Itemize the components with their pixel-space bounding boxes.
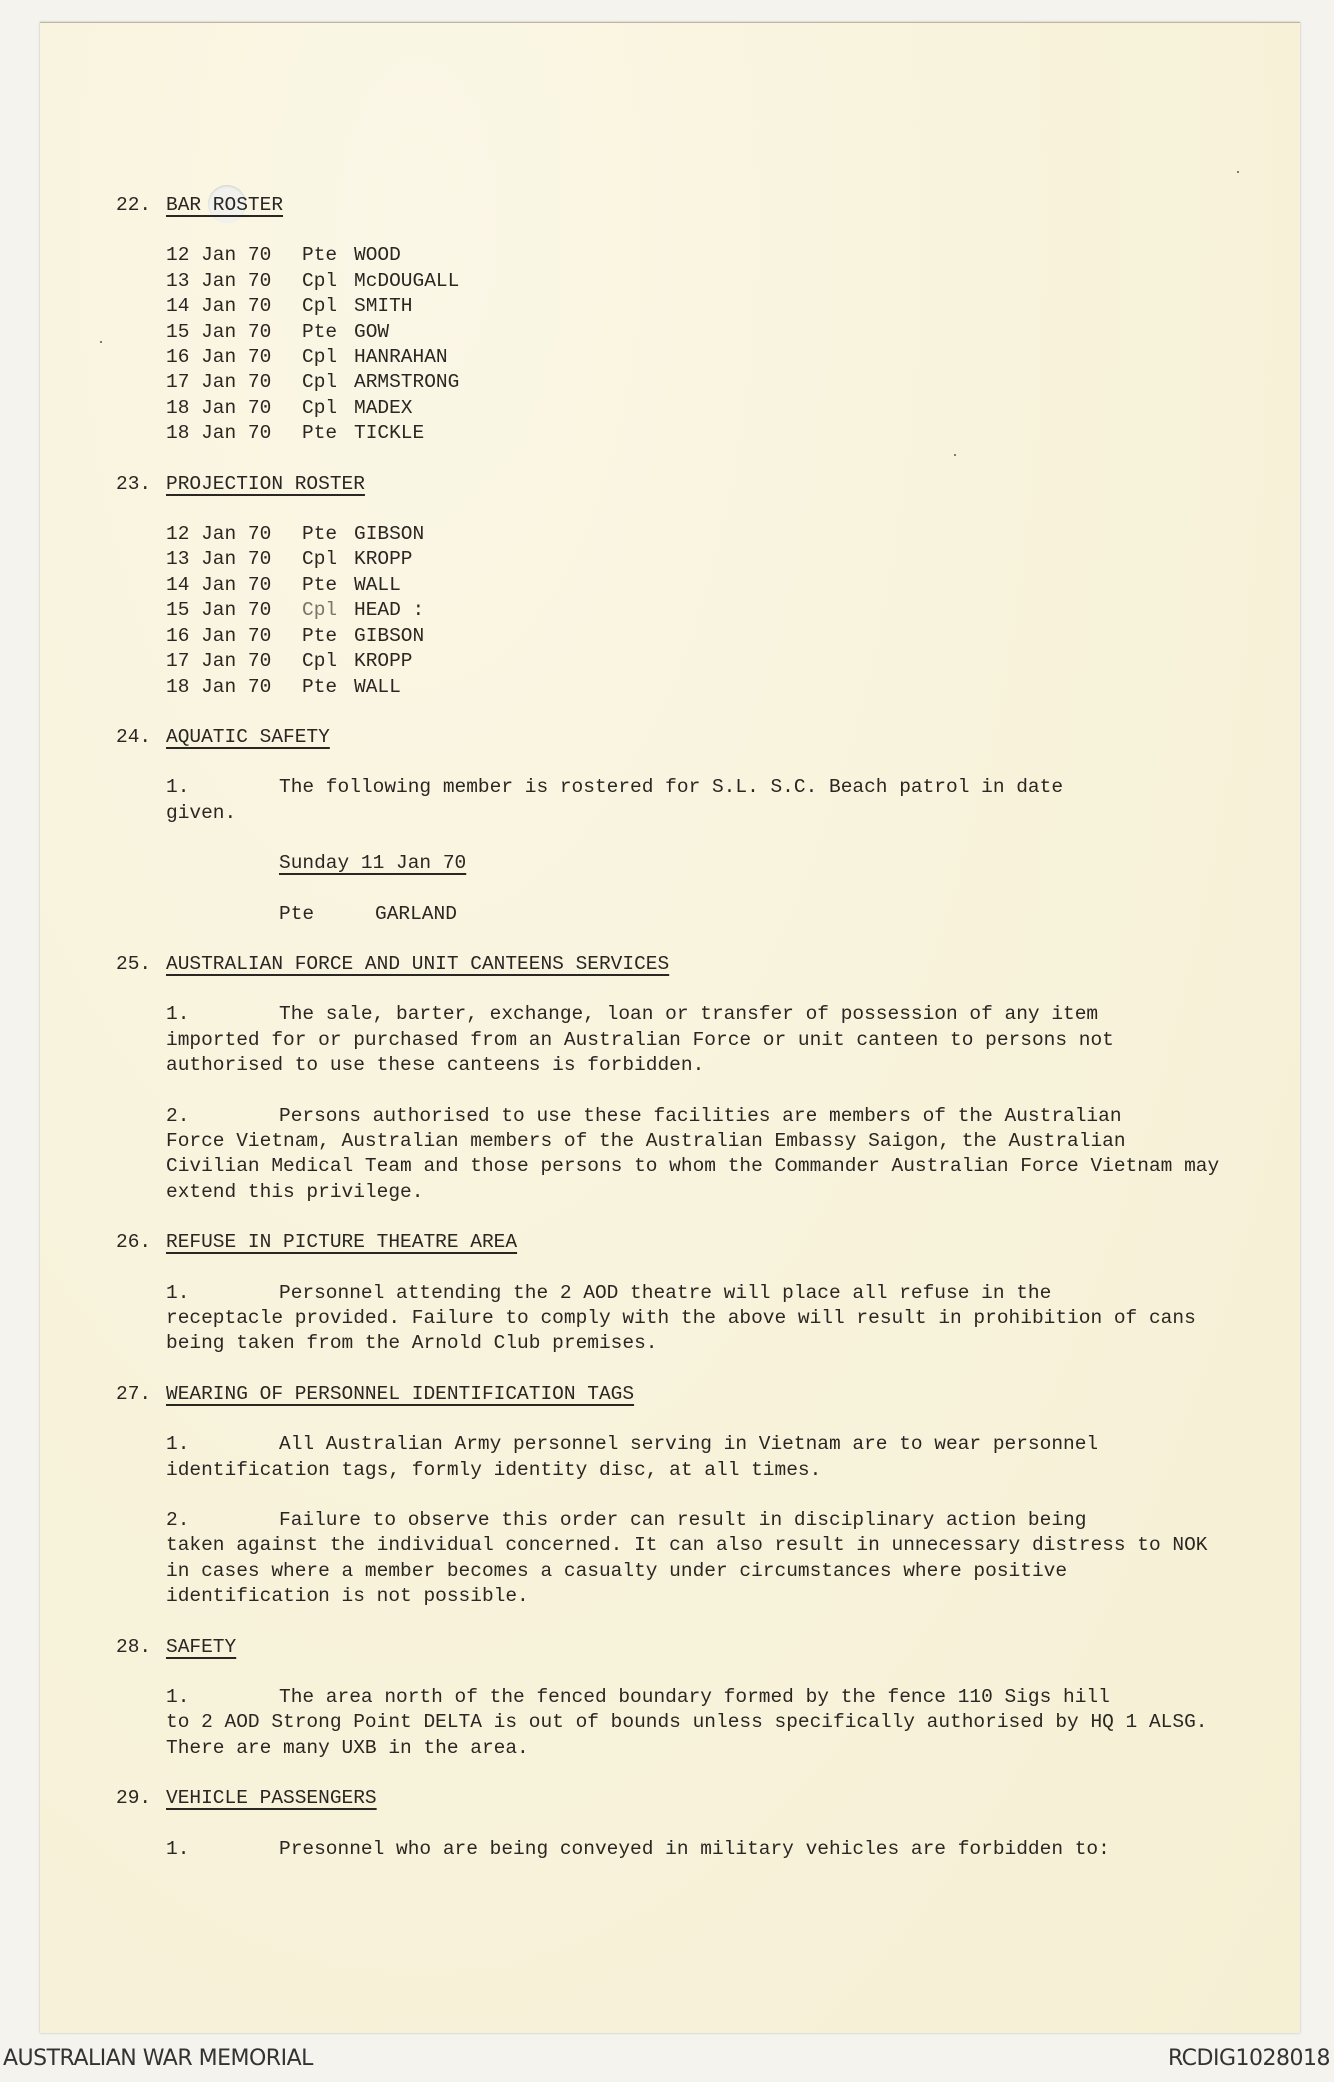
paragraph-first-line: Failure to observe this order can result in disciplinary action being xyxy=(279,1509,1087,1532)
roster-name: KROPP xyxy=(354,548,413,571)
paragraph xyxy=(166,1281,1226,1357)
roster-name: KROPP xyxy=(354,650,413,673)
roster-name: SMITH xyxy=(354,295,413,318)
paragraph-first-line: All Australian Army personnel serving in Vietnam are to wear personnel xyxy=(279,1433,1099,1456)
paragraph-number: 1. xyxy=(166,1433,190,1456)
paragraph xyxy=(166,775,1226,826)
section-identification-tags xyxy=(116,1382,1226,1610)
roster-row xyxy=(166,345,1226,370)
roster-date: 16 Jan 70 xyxy=(166,346,272,369)
roster-rank: Cpl xyxy=(302,295,338,318)
roster-row xyxy=(166,396,1226,421)
paragraph-number: 1. xyxy=(166,1281,190,1304)
section-title: WEARING OF PERSONNEL IDENTIFICATION TAGS xyxy=(166,1382,635,1405)
paragraph-continuation: identification tags, formly identity disc, at all times. xyxy=(166,1458,822,1481)
section-number: 25. xyxy=(116,952,152,975)
roster-name: McDOUGALL xyxy=(354,269,460,292)
roster-date: 18 Jan 70 xyxy=(166,422,272,445)
roster-name: HANRAHAN xyxy=(354,346,448,369)
paragraph xyxy=(166,1508,1226,1610)
paragraph-continuation: imported for or purchased from an Australian Force or unit canteen to persons not authorised to use these canteens is forbidden. xyxy=(166,1028,1114,1077)
roster-rank: Cpl xyxy=(302,650,338,673)
roster-row xyxy=(166,269,1226,294)
roster-name: GIBSON xyxy=(354,523,425,546)
roster-rank: Pte xyxy=(302,624,338,647)
roster-name: HEAD : xyxy=(354,599,425,622)
roster-name: TICKLE xyxy=(354,422,425,445)
section-heading xyxy=(116,1230,1226,1255)
roster-rank: Cpl xyxy=(302,371,338,394)
roster-row xyxy=(166,421,1226,446)
paragraph-continuation: taken against the individual concerned. It can also result in unnecessary distress to NOK in cases where a member becomes a casualty under circumstances where positive identification is not possible. xyxy=(166,1534,1208,1608)
paragraph-number: 2. xyxy=(166,1104,190,1127)
paragraph-number: 1. xyxy=(166,776,190,799)
paragraph-number: 1. xyxy=(166,1837,190,1860)
roster-row xyxy=(166,624,1226,649)
section-safety xyxy=(116,1635,1226,1762)
roster-date: 15 Jan 70 xyxy=(166,320,272,343)
roster-name: MADEX xyxy=(354,396,413,419)
paragraph-number: 1. xyxy=(166,1003,190,1026)
section-heading xyxy=(116,1786,1226,1811)
paragraph-continuation: Force Vietnam, Australian members of the Australian Embassy Saigon, the Australian Civilian Medical Team and those persons to whom the Commander Australian Force Vietnam may extend this privilege. xyxy=(166,1129,1220,1203)
section-number: 28. xyxy=(116,1635,152,1658)
roster-list xyxy=(166,243,1226,446)
paragraph-continuation: receptacle provided. Failure to comply with the above will result in prohibition of cans being taken from the Arnold Club premises. xyxy=(166,1307,1196,1355)
roster-rank: Cpl xyxy=(302,599,338,622)
section-title: AUSTRALIAN FORCE AND UNIT CANTEENS SERVICES xyxy=(166,952,670,975)
section-projection-roster xyxy=(116,472,1226,700)
section-title: PROJECTION ROSTER xyxy=(166,472,365,495)
roster-date: 16 Jan 70 xyxy=(166,624,272,647)
paragraph-first-line: Presonnel who are being conveyed in military vehicles are forbidden to: xyxy=(279,1837,1110,1860)
archive-footer xyxy=(0,2046,1334,2076)
roster-date: 13 Jan 70 xyxy=(166,548,272,571)
paragraph xyxy=(166,1432,1226,1483)
section-bar-roster xyxy=(116,193,1226,447)
section-aquatic-safety xyxy=(116,725,1226,927)
roster-name: WALL xyxy=(354,573,401,596)
roster-row xyxy=(166,547,1226,572)
section-title: VEHICLE PASSENGERS xyxy=(166,1787,377,1810)
patrol-rank: Pte xyxy=(279,902,315,925)
section-heading xyxy=(116,952,1226,977)
roster-row xyxy=(166,598,1226,623)
roster-rank: Pte xyxy=(302,244,338,267)
paragraph-first-line: The sale, barter, exchange, loan or transfer of possession of any item xyxy=(279,1003,1099,1026)
paper-speck xyxy=(1237,171,1239,173)
roster-row xyxy=(166,370,1226,395)
roster-date: 14 Jan 70 xyxy=(166,573,272,596)
roster-date: 14 Jan 70 xyxy=(166,295,272,318)
paragraph-number: 1. xyxy=(166,1686,190,1709)
section-refuse xyxy=(116,1230,1226,1357)
roster-row xyxy=(166,675,1226,700)
paragraph xyxy=(166,1002,1226,1078)
section-number: 26. xyxy=(116,1231,152,1254)
paper-speck xyxy=(100,341,102,343)
section-vehicle-passengers xyxy=(116,1786,1226,1862)
section-title: SAFETY xyxy=(166,1635,237,1658)
roster-name: WALL xyxy=(354,675,401,698)
roster-rank: Pte xyxy=(302,422,338,445)
section-number: 24. xyxy=(116,725,152,748)
roster-rank: Pte xyxy=(302,320,338,343)
roster-date: 17 Jan 70 xyxy=(166,371,272,394)
roster-rank: Cpl xyxy=(302,396,338,419)
section-number: 29. xyxy=(116,1787,152,1810)
reference-id: RCDIG1028018 xyxy=(1167,2046,1330,2071)
paragraph-first-line: The following member is rostered for S.L. S.C. Beach patrol in date xyxy=(279,776,1064,799)
section-number: 23. xyxy=(116,472,152,495)
roster-row xyxy=(166,522,1226,547)
paragraph-first-line: Personnel attending the 2 AOD theatre will place all refuse in the xyxy=(279,1281,1052,1304)
roster-rank: Cpl xyxy=(302,346,338,369)
roster-rank: Cpl xyxy=(302,269,338,292)
roster-date: 13 Jan 70 xyxy=(166,269,272,292)
roster-row xyxy=(166,243,1226,268)
document-body xyxy=(116,193,1226,1887)
patrol-member xyxy=(279,902,1226,927)
paragraph-first-line: Persons authorised to use these facilities are members of the Australian xyxy=(279,1104,1122,1127)
section-heading xyxy=(116,1382,1226,1407)
section-heading xyxy=(116,725,1226,750)
roster-name: GOW xyxy=(354,320,390,343)
section-title: BAR ROSTER xyxy=(166,194,284,216)
paragraph xyxy=(166,1837,1226,1862)
paragraph xyxy=(166,1104,1226,1206)
roster-row xyxy=(166,573,1226,598)
paragraph-first-line: The area north of the fenced boundary formed by the fence 110 Sigs hill xyxy=(279,1686,1110,1709)
section-title: REFUSE IN PICTURE THEATRE AREA xyxy=(166,1231,518,1254)
section-canteens-services xyxy=(116,952,1226,1205)
paragraph-number: 2. xyxy=(166,1509,190,1532)
section-heading xyxy=(116,193,1226,218)
roster-rank: Cpl xyxy=(302,548,338,571)
roster-date: 17 Jan 70 xyxy=(166,650,272,673)
paragraph-continuation: given. xyxy=(166,801,237,824)
paragraph xyxy=(166,1685,1226,1761)
roster-rank: Pte xyxy=(302,573,338,596)
patrol-date: Sunday 11 Jan 70 xyxy=(279,852,467,875)
section-number: 22. xyxy=(116,194,152,216)
roster-date: 18 Jan 70 xyxy=(166,675,272,698)
roster-rank: Pte xyxy=(302,523,338,546)
section-heading xyxy=(116,472,1226,497)
roster-date: 12 Jan 70 xyxy=(166,523,272,546)
section-heading xyxy=(116,1635,1226,1660)
roster-name: GIBSON xyxy=(354,624,425,647)
roster-rank: Pte xyxy=(302,675,338,698)
roster-date: 12 Jan 70 xyxy=(166,244,272,267)
roster-name: ARMSTRONG xyxy=(354,371,460,394)
roster-row xyxy=(166,649,1226,674)
institution-label: AUSTRALIAN WAR MEMORIAL xyxy=(3,2046,313,2071)
patrol-name: GARLAND xyxy=(375,902,457,925)
roster-list xyxy=(166,522,1226,700)
roster-name: WOOD xyxy=(354,244,401,267)
section-number: 27. xyxy=(116,1382,152,1405)
roster-row xyxy=(166,320,1226,345)
paragraph-continuation: to 2 AOD Strong Point DELTA is out of bounds unless specifically authorised by HQ 1 ALSG. There are many UXB in the area. xyxy=(166,1711,1208,1759)
roster-date: 15 Jan 70 xyxy=(166,599,272,622)
roster-row xyxy=(166,294,1226,319)
section-title: AQUATIC SAFETY xyxy=(166,725,330,748)
roster-date: 18 Jan 70 xyxy=(166,396,272,419)
